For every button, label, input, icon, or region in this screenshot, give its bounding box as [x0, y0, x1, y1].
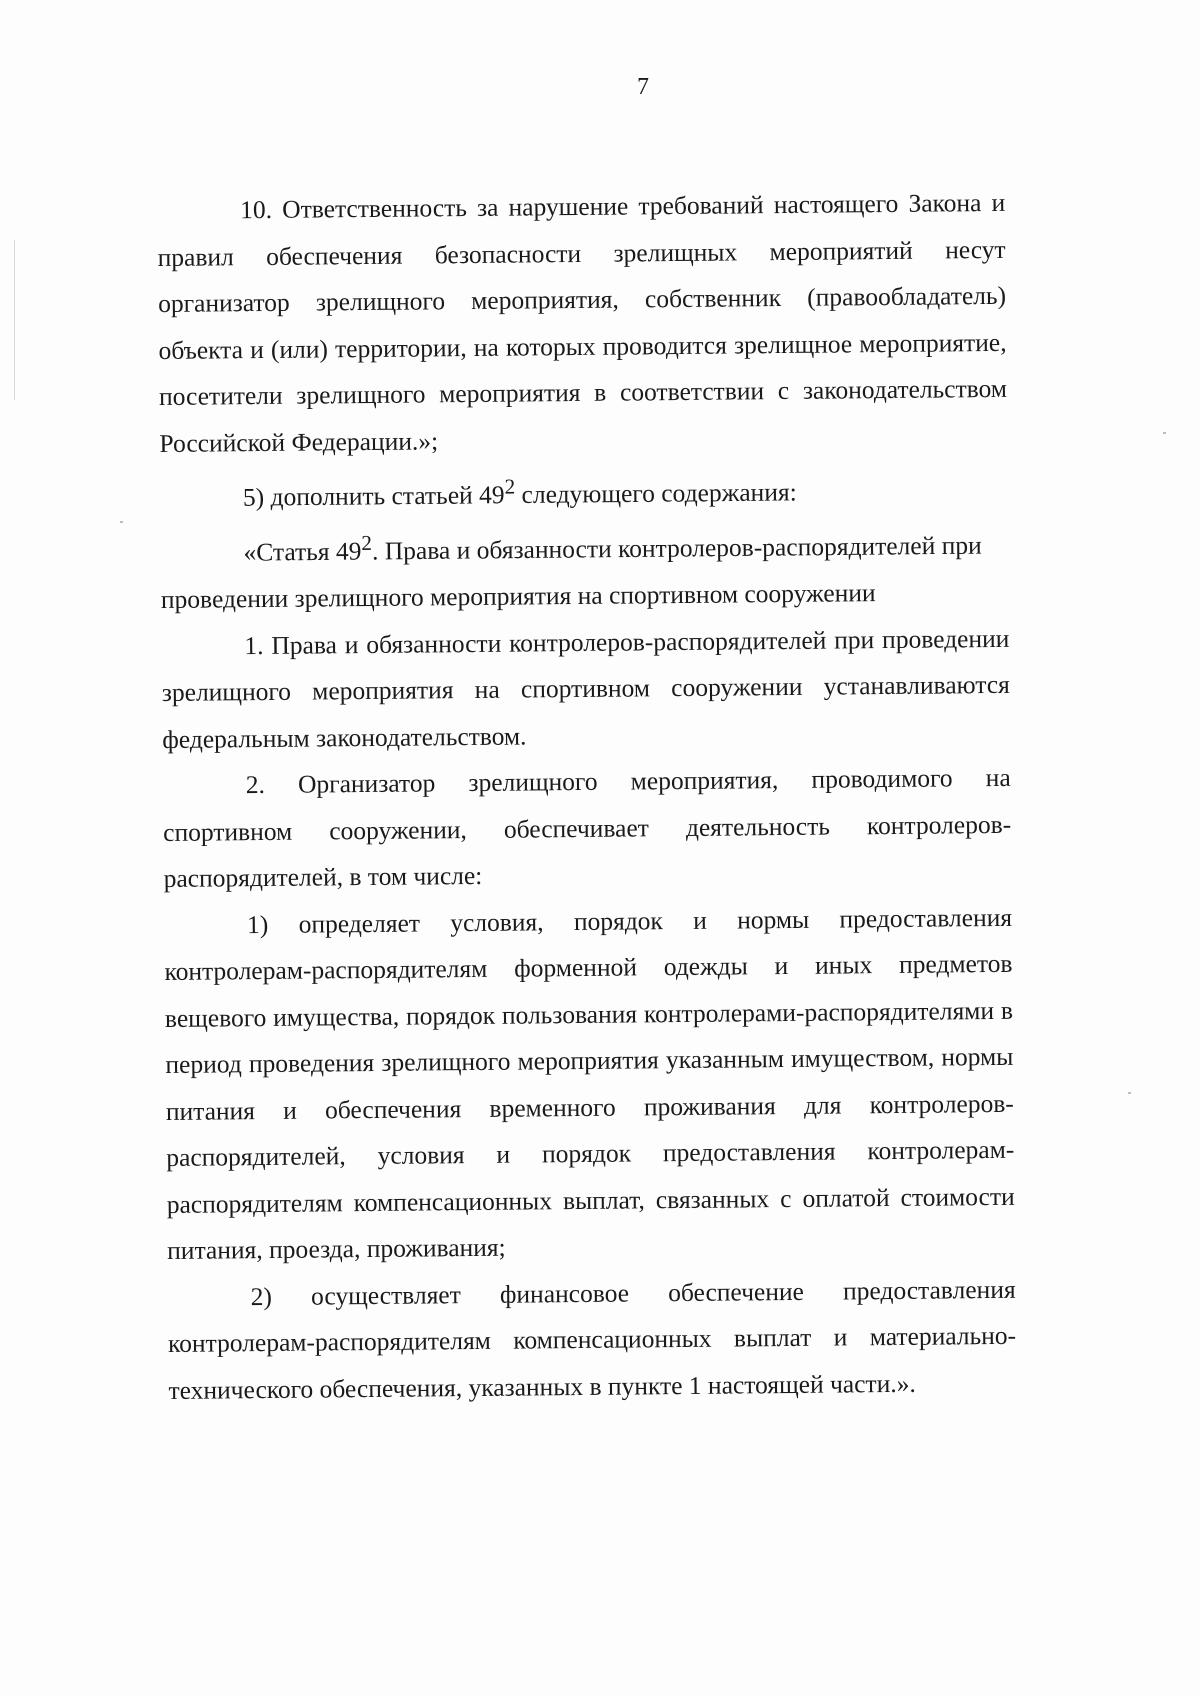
- article-title-text: «Статья 49: [243, 536, 362, 567]
- subpoint-1: [164, 894, 1016, 1274]
- article-title-text: . Права и обязанности контролеров-распорядителей при проведении зрелищного мероприятия на спортивном сооружении: [160, 530, 982, 614]
- page-number: 7: [637, 74, 649, 100]
- paragraph-text: 2. Организатор зрелищного мероприятия, проводимого на спортивном сооружении, обеспечивает деятельность контролеров-распорядителей, в том числе:: [163, 762, 1012, 893]
- scan-speck: [120, 521, 123, 523]
- paragraph-text: 2) осуществляет финансовое обеспечение предоставления контролерам-распорядителям компенсационных выплат и материально-технического обеспечения, указанных в пункте 1 настоящей части.».: [167, 1274, 1017, 1405]
- article-title: [160, 514, 1009, 624]
- superscript: 2: [504, 474, 516, 499]
- paragraph-text: 1. Права и обязанности контролеров-распорядителей при проведении зрелищного мероприятия на спортивном сооружении устанавливаются федеральным законодательством.: [161, 623, 1010, 754]
- article-point-1: [161, 615, 1010, 763]
- article-point-2: [163, 755, 1012, 903]
- scan-speck: [1128, 1092, 1131, 1094]
- scan-edge-mark: [14, 240, 15, 400]
- paragraph-10: [157, 180, 1008, 467]
- superscript: 2: [361, 530, 373, 556]
- paragraph-text: следующего содержания:: [515, 477, 797, 510]
- scan-speck: [1163, 432, 1166, 434]
- document-body: [157, 180, 1017, 1414]
- paragraph-text: 5) дополнить статьей 49: [242, 480, 505, 512]
- paragraph-text: 1) определяет условия, порядок и нормы предоставления контролерам-распорядителям форменной одежды и иных предметов вещевого имущества, порядок пользования контролерами-распорядителями в период проведения зрелищного мероприятия указанным имуществом, нормы питания и обеспечения временного проживания для контролеров-распорядителей, условия и порядок предоставления контролерам-распорядителям компенсационных выплат, связанных с оплатой стоимости питания, проезда, проживания;: [164, 902, 1015, 1265]
- subpoint-2: [167, 1266, 1016, 1414]
- paragraph-5-amendment: [160, 459, 1008, 522]
- paragraph-text: 10. Ответственность за нарушение требований настоящего Закона и правил обеспечения безопасности зрелищных мероприятий несут организатор зрелищного мероприятия, собственник (правообладатель) объекта и (или) территории, на которых проводится зрелищное мероприятие, посетители зрелищного мероприятия в соответствии с законодательством Российской Федерации.»;: [157, 187, 1008, 458]
